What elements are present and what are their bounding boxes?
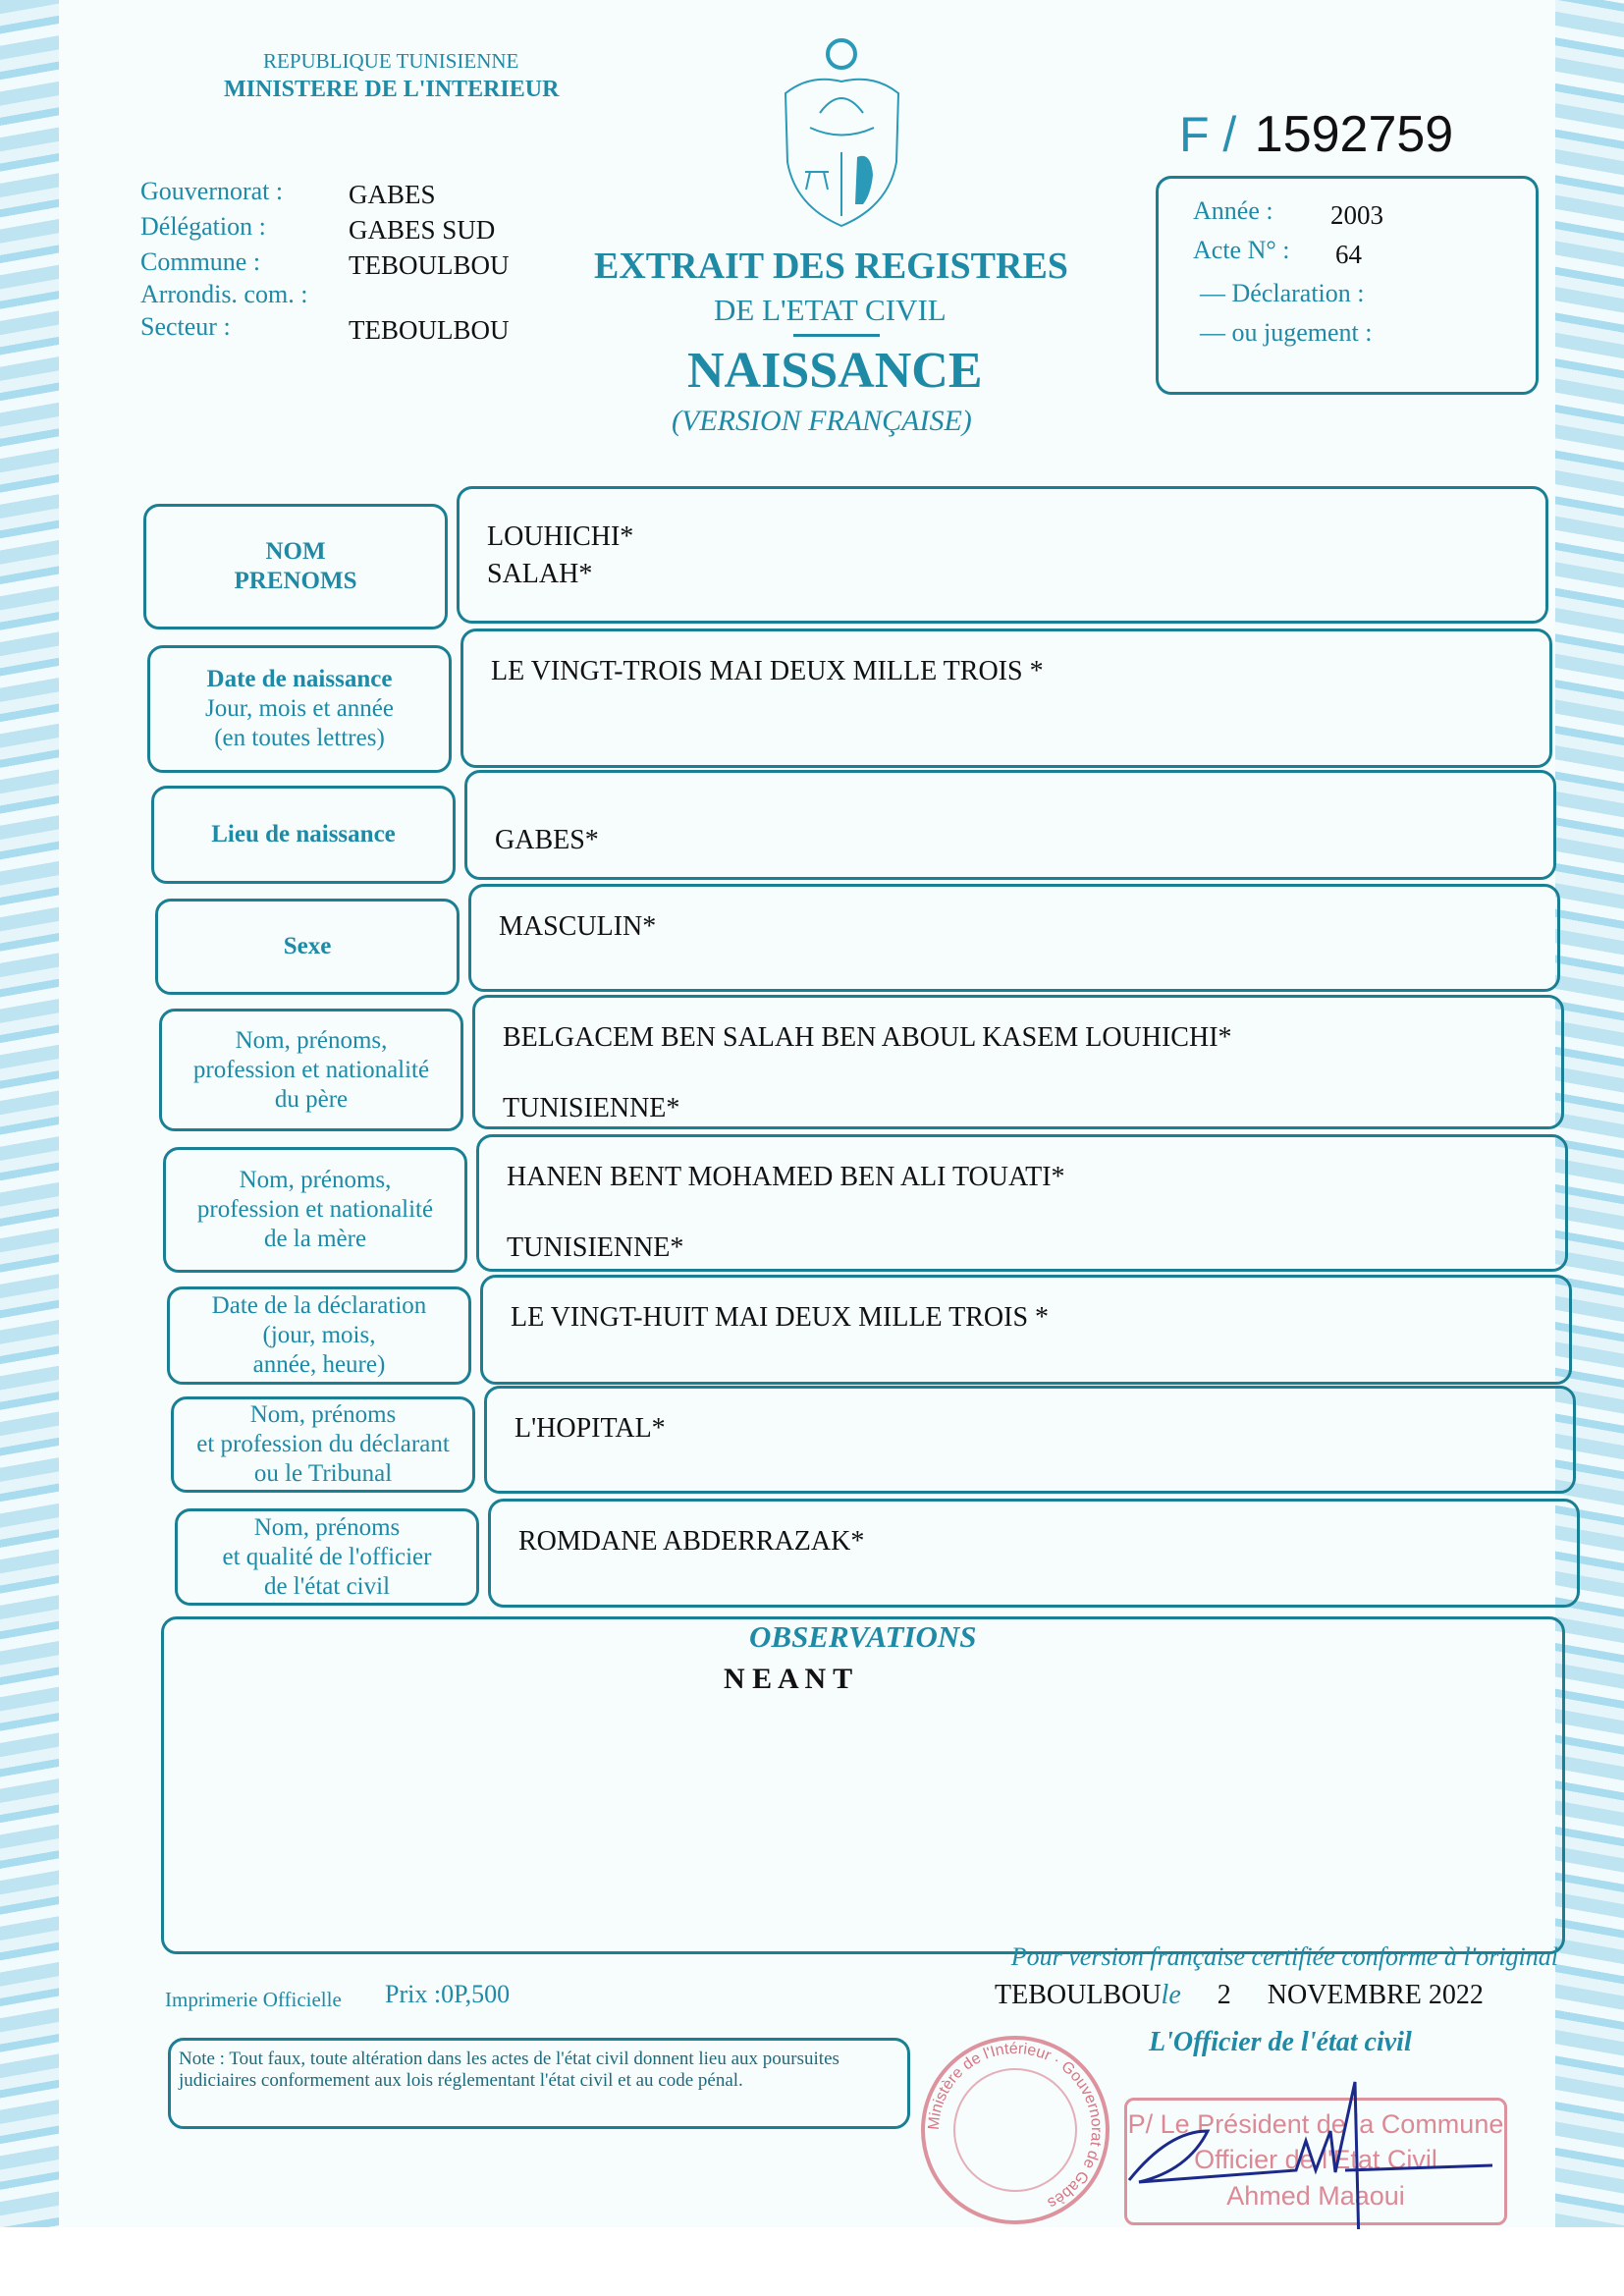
acte-label: Acte N° : xyxy=(1193,236,1290,264)
coat-of-arms-emblem xyxy=(781,34,903,231)
row-value: TUNISIENNE* xyxy=(507,1231,684,1263)
row-value: LE VINGT-HUIT MAI DEUX MILLE TROIS * xyxy=(511,1302,1050,1333)
row-value-cell xyxy=(488,1499,1580,1608)
row-label: profession et nationalité xyxy=(192,1056,430,1083)
date-line xyxy=(995,1980,1484,2011)
field-value: TEBOULBOU xyxy=(349,315,510,345)
row-label: Date de la déclaration xyxy=(211,1292,427,1319)
jugement-label: — ou jugement : xyxy=(1200,318,1373,347)
month-year: NOVEMBRE 2022 xyxy=(1267,1980,1484,2010)
row-label: et profession du déclarant xyxy=(196,1431,450,1457)
row-label: (jour, mois, xyxy=(262,1322,376,1348)
day: 2 xyxy=(1217,1980,1231,2010)
row-label: Date de naissance xyxy=(206,666,393,692)
svg-text:Ministère de l'Intérieur · Gou xyxy=(926,2041,1105,2212)
row-value: LOUHICHI* xyxy=(487,521,634,552)
row-label: de la mère xyxy=(263,1226,367,1252)
title-version: (VERSION FRANÇAISE) xyxy=(672,405,972,437)
price-label: Prix :0P,500 xyxy=(385,1980,511,2008)
serial-prefix: F / xyxy=(1179,107,1237,162)
field-value: GABES xyxy=(349,180,436,209)
printer-label: Imprimerie Officielle xyxy=(165,1988,342,2011)
row-label: ou le Tribunal xyxy=(253,1460,393,1487)
row-value-cell xyxy=(480,1275,1572,1385)
row-label: Nom, prénoms, xyxy=(235,1026,388,1054)
legal-note-box xyxy=(168,2038,910,2129)
record-box xyxy=(1156,176,1539,395)
row-value: MASCULIN* xyxy=(499,911,657,942)
security-border-right xyxy=(1555,0,1624,2227)
row-label: NOM xyxy=(265,538,326,565)
title-etat-civil: DE L'ETAT CIVIL xyxy=(714,293,947,327)
officer-label: L'Officier de l'état civil xyxy=(1149,2027,1412,2057)
row-value: SALAH* xyxy=(487,558,593,589)
field-label: Commune : xyxy=(140,247,261,276)
field-label: Arrondis. com. : xyxy=(140,280,308,308)
title-extrait: EXTRAIT DES REGISTRES xyxy=(594,246,1068,287)
field-value: GABES SUD xyxy=(349,215,496,245)
row-value: HANEN BENT MOHAMED BEN ALI TOUATI* xyxy=(507,1162,1065,1192)
row-label: (en toutes lettres) xyxy=(214,725,385,751)
field-label: Gouvernorat : xyxy=(140,177,284,205)
row-label: et qualité de l'officier xyxy=(222,1543,432,1570)
row-label: Jour, mois et année xyxy=(204,695,394,722)
le: le xyxy=(1161,1980,1181,2010)
certified-text: Pour version française certifiée conforme à l'original xyxy=(1010,1942,1558,1971)
row-value: L'HOPITAL* xyxy=(514,1413,666,1444)
observations-title: OBSERVATIONS xyxy=(749,1619,977,1654)
annee-value: 2003 xyxy=(1330,200,1383,230)
stamp-line-3: Ahmed Maaoui xyxy=(1226,2180,1405,2211)
row-value-cell xyxy=(476,1134,1568,1272)
row-label: Lieu de naissance xyxy=(211,821,396,847)
row-label: profession et nationalité xyxy=(196,1196,434,1223)
declaration-label: — Déclaration : xyxy=(1200,279,1365,307)
row-label: Sexe xyxy=(283,933,332,959)
row-label-cell xyxy=(143,504,448,629)
row-value-cell xyxy=(464,770,1556,880)
round-stamp xyxy=(920,2035,1110,2225)
field-label: Délégation : xyxy=(140,212,266,241)
row-value-cell xyxy=(460,629,1552,768)
acte-value: 64 xyxy=(1335,240,1362,269)
row-label: Nom, prénoms, xyxy=(239,1167,392,1193)
row-value-cell xyxy=(472,995,1564,1129)
observations-text: N E A N T xyxy=(724,1663,853,1695)
row-label-cell xyxy=(171,1396,475,1493)
row-label-cell xyxy=(147,645,452,773)
annee-label: Année : xyxy=(1193,196,1273,225)
observations-box xyxy=(161,1616,1565,1954)
row-value-cell xyxy=(484,1386,1576,1494)
serial-number xyxy=(1179,106,1453,165)
row-value: BELGACEM BEN SALAH BEN ABOUL KASEM LOUHICHI* xyxy=(503,1022,1232,1053)
row-label-cell xyxy=(167,1286,471,1385)
row-value: LE VINGT-TROIS MAI DEUX MILLE TROIS * xyxy=(491,656,1044,686)
row-value: TUNISIENNE* xyxy=(503,1092,680,1123)
row-label-cell xyxy=(163,1147,467,1273)
row-label: Nom, prénoms xyxy=(249,1401,397,1428)
row-label-cell xyxy=(151,786,456,884)
row-value-cell xyxy=(457,486,1548,624)
republic-label: REPUBLIQUE TUNISIENNE xyxy=(263,49,519,73)
place: TEBOULBOU xyxy=(995,1980,1162,2010)
stamp-line-2: Officier de l'Etat Civil xyxy=(1194,2145,1437,2175)
row-value: ROMDANE ABDERRAZAK* xyxy=(518,1526,865,1557)
bottom-margin xyxy=(0,2229,1624,2296)
row-label: de l'état civil xyxy=(263,1572,391,1600)
row-label: du père xyxy=(274,1085,349,1113)
row-label: Nom, prénoms xyxy=(253,1513,401,1541)
field-label: Secteur : xyxy=(140,312,231,341)
serial-value: 1592759 xyxy=(1254,106,1454,163)
field-value: TEBOULBOU xyxy=(349,250,510,280)
row-value: GABES* xyxy=(495,825,599,855)
legal-note: Note : Tout faux, toute altération dans les actes de l'état civil donnent lieu aux poursuites judiciaires conformement aux lois réglementant l'état civil et au code pénal. xyxy=(179,2049,839,2091)
row-label-cell xyxy=(155,899,460,995)
row-value-cell xyxy=(468,884,1560,992)
stamp-line-1: P/ Le Président de la Commune xyxy=(1127,2109,1504,2139)
ministry-label: MINISTERE DE L'INTERIEUR xyxy=(224,77,560,102)
title-divider xyxy=(793,334,880,337)
row-label: année, heure) xyxy=(252,1351,386,1378)
row-label-cell xyxy=(175,1508,479,1606)
round-stamp-text: Ministère de l'Intérieur · Gouvernorat de Gabès xyxy=(925,2040,1106,2212)
security-border-left xyxy=(0,0,59,2227)
row-label-cell xyxy=(159,1009,463,1131)
row-label: PRENOMS xyxy=(234,568,357,594)
title-naissance: NAISSANCE xyxy=(687,343,983,399)
